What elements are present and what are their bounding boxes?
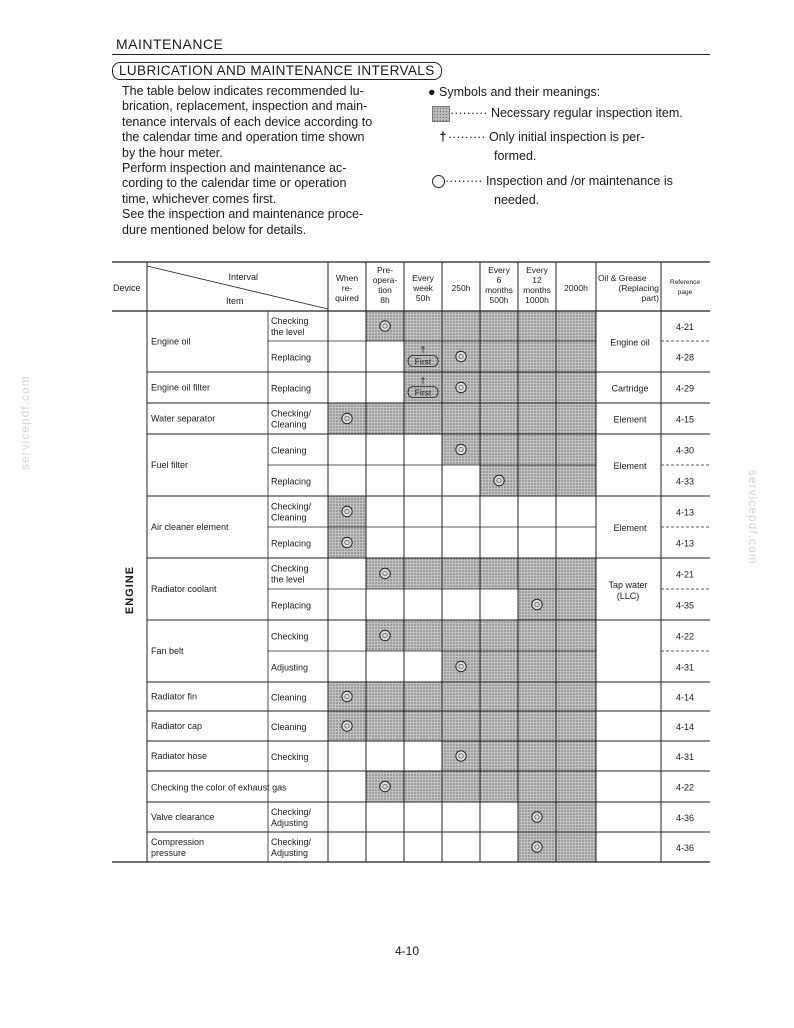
section-heading: MAINTENANCE <box>116 36 224 52</box>
shaded-cell <box>556 403 596 434</box>
circle-icon <box>342 721 352 731</box>
shaded-cell <box>556 802 596 832</box>
reference-page: 4-33 <box>675 476 695 487</box>
reference-page: 4-13 <box>675 538 695 549</box>
reference-page: 4-36 <box>675 813 695 823</box>
circle-icon <box>380 568 390 578</box>
circle-icon <box>456 382 466 392</box>
shaded-cell <box>556 558 596 589</box>
circle-icon <box>380 630 390 640</box>
shaded-cell <box>404 558 442 589</box>
shaded-cell <box>404 620 442 651</box>
page-number: 4-10 <box>395 944 420 958</box>
reference-page: 4-21 <box>675 322 695 332</box>
item-label: Fan belt <box>151 646 184 656</box>
action-label: Cleaning <box>271 512 307 523</box>
shaded-cell <box>518 682 556 711</box>
action-label: Replacing <box>271 383 312 394</box>
shaded-cell <box>480 558 518 589</box>
shaded-cell <box>404 711 442 741</box>
interval-header-1: tion <box>378 285 392 295</box>
shaded-cell <box>556 372 596 403</box>
circle-icon <box>380 781 390 791</box>
circle-icon <box>342 506 352 516</box>
intro-line: cording to the calendar time or operation <box>122 176 347 191</box>
shaded-cell <box>518 771 556 802</box>
shaded-cell <box>518 311 556 341</box>
reference-page: 4-22 <box>675 631 695 642</box>
interval-header-5: 12 <box>532 275 542 285</box>
shaded-cell <box>480 403 518 434</box>
shaded-cell <box>442 620 480 651</box>
interval-header-2: 50h <box>415 293 431 303</box>
reference-header: page <box>677 289 693 296</box>
shaded-cell <box>556 771 596 802</box>
action-label: Adjusting <box>271 818 309 828</box>
reference-page: 4-31 <box>675 752 695 762</box>
circle-icon <box>494 475 504 485</box>
circle-icon <box>342 537 352 547</box>
shaded-cell <box>404 403 442 434</box>
shaded-cell <box>480 434 518 465</box>
item-label: Engine oil <box>151 336 191 347</box>
action-label: Replacing <box>271 538 312 549</box>
action-label: Replacing <box>271 352 312 363</box>
item-label: Radiator hose <box>151 751 208 761</box>
legend-dots: ········· <box>445 173 483 188</box>
oil-header: Oil & Grease <box>598 273 647 283</box>
reference-page: 4-30 <box>675 445 695 456</box>
action-label: Adjusting <box>271 662 309 673</box>
legend-circle-text: needed. <box>494 192 540 207</box>
shaded-cell <box>480 682 518 711</box>
reference-page: 4-21 <box>675 569 695 580</box>
part-label: Cartridge <box>611 383 649 394</box>
dagger-icon: † <box>420 375 426 386</box>
shaded-cell <box>442 771 480 802</box>
legend-circle-text: Inspection and /or maintenance is <box>485 173 673 188</box>
interval-header-0: quired <box>335 293 359 303</box>
shaded-cell <box>556 711 596 741</box>
part-label: Engine oil <box>610 337 650 348</box>
item-label: Air cleaner element <box>151 522 229 532</box>
shaded-cell <box>556 620 596 651</box>
intro-line: dure mentioned below for details. <box>122 222 307 237</box>
shaded-cell <box>366 682 404 711</box>
action-label: Cleaning <box>271 445 307 456</box>
interval-header-2: week <box>413 283 433 293</box>
action-label: the level <box>271 574 305 585</box>
item-label: Engine oil filter <box>151 382 211 393</box>
legend-heading: Symbols and their meanings: <box>439 85 601 99</box>
shaded-cell <box>480 711 518 741</box>
action-label: Checking/ <box>271 837 312 847</box>
reference-page: 4-14 <box>675 722 695 732</box>
shaded-cell <box>556 341 596 372</box>
legend-dagger-text: Only initial inspection is per- <box>488 129 645 144</box>
shaded-cell <box>480 741 518 771</box>
item-label: Water separator <box>151 413 216 424</box>
circle-icon <box>532 599 542 609</box>
item-label: Compression <box>151 837 205 847</box>
action-label: Adjusting <box>271 848 309 858</box>
reference-page: 4-36 <box>675 843 695 853</box>
oil-header: part) <box>641 293 659 303</box>
intro-line: time, whichever comes first. <box>122 191 277 206</box>
shaded-cell <box>556 651 596 682</box>
legend-dots: ········· <box>450 106 488 120</box>
part-label: Element <box>613 523 647 533</box>
item-label: Fuel filter <box>151 460 189 470</box>
interval-header-1: 8h <box>380 295 390 305</box>
watermark: servicepdf.com <box>18 375 32 470</box>
shaded-cell <box>442 682 480 711</box>
shaded-cell <box>556 434 596 465</box>
shaded-cell <box>366 711 404 741</box>
intro-line: tenance intervals of each device according to <box>122 114 373 129</box>
shaded-cell <box>518 372 556 403</box>
action-label: Checking <box>271 563 309 574</box>
reference-page: 4-35 <box>675 600 695 611</box>
shaded-cell <box>556 589 596 620</box>
interval-header-0: When <box>335 273 359 283</box>
shaded-cell <box>404 311 442 341</box>
shaded-cell <box>442 403 480 434</box>
dagger-icon: † <box>420 344 426 355</box>
page-title: LUBRICATION AND MAINTENANCE INTERVALS <box>112 62 442 80</box>
dagger-icon: † <box>439 129 447 144</box>
reference-page: 4-22 <box>675 782 695 793</box>
shaded-cell <box>518 465 556 496</box>
shaded-cell <box>556 741 596 771</box>
part-label: Element <box>613 461 647 471</box>
shaded-cell <box>556 465 596 496</box>
interval-header-5: months <box>523 285 551 295</box>
interval-header: Interval <box>228 272 258 282</box>
action-label: Checking <box>271 752 309 762</box>
shaded-cell <box>480 341 518 372</box>
action-label: Replacing <box>271 600 312 611</box>
circle-icon <box>532 842 542 852</box>
interval-header-1: opera- <box>372 275 398 285</box>
shaded-cell <box>366 403 404 434</box>
shaded-cell <box>442 558 480 589</box>
circle-icon <box>456 661 466 671</box>
device-label: ENGINE <box>124 565 136 615</box>
part-label: Element <box>613 414 647 425</box>
interval-header-4: 6 <box>496 275 502 285</box>
shaded-cell <box>518 620 556 651</box>
reference-page: 4-29 <box>675 383 695 394</box>
item-label: Checking the color of exhaust gas <box>151 782 287 793</box>
shaded-cell <box>480 771 518 802</box>
interval-header-5: 1000h <box>525 295 549 305</box>
intro-line: by the hour meter. <box>122 145 223 160</box>
legend-dagger-text: formed. <box>494 148 537 163</box>
shaded-cell <box>556 311 596 341</box>
action-label: Cleaning <box>271 722 307 732</box>
shaded-cell <box>556 832 596 862</box>
shaded-cell <box>518 711 556 741</box>
bullet-icon: ● <box>428 85 436 99</box>
shaded-cell <box>480 311 518 341</box>
shaded-cell <box>404 771 442 802</box>
reference-page: 4-13 <box>675 507 695 518</box>
reference-page: 4-14 <box>675 692 695 703</box>
reference-page: 4-31 <box>675 662 695 673</box>
first-label: First <box>414 387 432 398</box>
shaded-cell <box>480 620 518 651</box>
circle-icon <box>380 321 390 331</box>
interval-header-4: 500h <box>489 295 509 305</box>
reference-header: Reference <box>670 279 700 286</box>
oil-header: (Replacing <box>618 283 659 293</box>
part-label: Tap water <box>608 580 648 590</box>
circle-icon <box>342 413 352 423</box>
action-label: Checking <box>271 316 309 326</box>
shaded-cell <box>518 434 556 465</box>
shaded-cell <box>518 403 556 434</box>
action-label: Checking/ <box>271 501 312 512</box>
intro-line: The table below indicates recommended lu- <box>122 84 364 98</box>
watermark: servicepdf.com <box>746 470 760 565</box>
shaded-cell <box>480 372 518 403</box>
circle-icon <box>456 351 466 361</box>
shaded-cell <box>442 311 480 341</box>
item-label: pressure <box>151 848 187 858</box>
interval-header-5: Every <box>526 265 548 275</box>
shaded-cell <box>556 682 596 711</box>
intro-line: the calendar time and operation time shown <box>122 130 365 145</box>
item-header: Item <box>226 296 244 306</box>
reference-page: 4-28 <box>675 352 695 363</box>
shaded-cell <box>480 651 518 682</box>
item-label: Radiator coolant <box>151 584 217 594</box>
item-label: Radiator fin <box>151 691 198 702</box>
device-header: Device <box>113 283 141 293</box>
shaded-cell <box>518 741 556 771</box>
interval-header-2: Every <box>412 273 434 283</box>
part-label: (LLC) <box>616 591 640 601</box>
shaded-cell <box>518 558 556 589</box>
item-label: Valve clearance <box>151 812 215 822</box>
action-label: Cleaning <box>271 419 307 430</box>
intro-line: See the inspection and maintenance proce- <box>122 207 364 222</box>
action-label: the level <box>271 327 305 337</box>
shaded-cell <box>518 341 556 372</box>
shaded-cell <box>442 711 480 741</box>
reference-page: 4-15 <box>675 414 695 425</box>
interval-header-4: months <box>485 285 513 295</box>
action-label: Checking/ <box>271 408 312 419</box>
interval-header-0: re- <box>341 283 353 293</box>
action-label: Checking/ <box>271 807 312 817</box>
circle-icon <box>456 444 466 454</box>
item-label: Radiator cap <box>151 721 203 731</box>
shaded-cell <box>404 682 442 711</box>
interval-header-6: 2000h <box>564 283 588 293</box>
circle-icon <box>456 751 466 761</box>
interval-header-1: Pre- <box>376 265 394 275</box>
action-label: Replacing <box>271 476 312 487</box>
action-label: Checking <box>271 631 309 642</box>
circle-icon <box>342 691 352 701</box>
action-label: Cleaning <box>271 692 307 703</box>
legend-shaded-text: Necessary regular inspection item. <box>490 106 683 120</box>
legend-dots: ········· <box>448 129 486 144</box>
first-label: First <box>414 356 432 367</box>
interval-header-4: Every <box>488 265 510 275</box>
intro-line: brication, replacement, inspection and main- <box>122 99 368 114</box>
intro-line: Perform inspection and maintenance ac- <box>122 161 347 176</box>
shaded-cell <box>518 651 556 682</box>
circle-icon <box>532 812 542 822</box>
interval-header-3: 250h <box>451 283 471 293</box>
